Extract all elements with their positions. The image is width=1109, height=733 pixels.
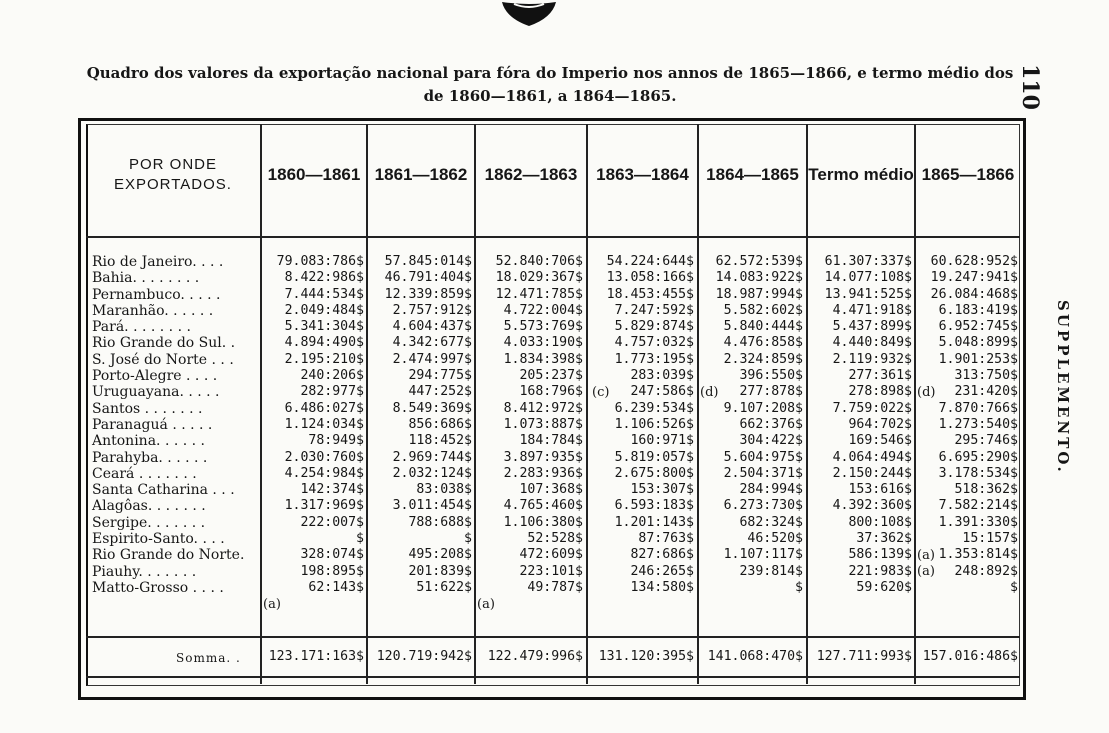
value-cell: 61.307:337$	[824, 254, 912, 269]
value-cell: 4.757:032$	[614, 335, 694, 351]
value-cell: 19.247:941$	[930, 270, 1018, 286]
note-marker: (d)	[700, 385, 719, 400]
place-name: Antonina. . . . . .	[92, 433, 205, 450]
value-cell: 7.582:214$	[938, 498, 1018, 514]
value-cell: 6.486:027$	[284, 400, 364, 416]
value-cell: 788:688$	[408, 514, 472, 530]
value-cell: 221:983$	[848, 563, 912, 579]
value-cell: 283:039$	[630, 368, 694, 384]
bottom-rule	[86, 676, 1020, 678]
place-name: Santos . . . . . . .	[92, 400, 203, 417]
value-cell: 5.573:769$	[503, 319, 583, 335]
value-cell: 52.840:706$	[495, 254, 583, 269]
value-cell: 153:616$	[848, 482, 912, 498]
place-name: Santa Catharina . . .	[92, 482, 235, 499]
value-cell: 2.030:760$	[284, 449, 364, 465]
value-cell: 295:746$	[954, 433, 1018, 449]
value-cell: 46:520$	[747, 531, 803, 547]
value-cell: 1.106:380$	[503, 514, 583, 530]
place-name: Espirito-Santo. . . .	[92, 531, 225, 548]
value-cell: 1.901:253$	[938, 351, 1018, 367]
title-line-1: Quadro dos valores da exportação nacional para fóra do Imperio nos annos de 1865—1866, e termo médio dos	[86, 64, 1014, 82]
value-cell: 78:949$	[308, 433, 364, 449]
value-cell: 62.572:539$	[715, 254, 803, 269]
values-col-3	[476, 254, 583, 596]
value-cell: 46.791:404$	[384, 270, 472, 286]
value-cell: 277:361$	[848, 368, 912, 384]
value-cell: 282:977$	[300, 384, 364, 400]
note-marker: (c)	[592, 385, 610, 400]
value-cell: 7.759:022$	[832, 400, 912, 416]
value-cell: 59:620$	[856, 579, 912, 595]
value-cell: 2.032:124$	[392, 465, 472, 481]
value-cell: 5.819:057$	[614, 449, 694, 465]
sum-rule	[86, 636, 1020, 638]
value-cell: 54.224:644$	[606, 254, 694, 269]
value-cell: 8.412:972$	[503, 400, 583, 416]
place-name: Uruguayana. . . . .	[92, 384, 220, 401]
value-cell: 134:580$	[630, 579, 694, 595]
value-cell: 4.476:858$	[723, 335, 803, 351]
value-cell: 12.471:785$	[495, 286, 583, 302]
header-place	[88, 150, 258, 200]
sum-label: Somma. .	[176, 651, 241, 665]
place-name: Pernambuco. . . . .	[92, 286, 221, 303]
values-col-7	[916, 254, 1018, 596]
value-cell: 7.247:592$	[614, 302, 694, 318]
value-cell: 495:208$	[408, 547, 472, 563]
place-name: Rio de Janeiro. . . .	[92, 254, 224, 270]
value-cell: 57.845:014$	[384, 254, 472, 269]
header-col-2: 1861—1862	[374, 165, 468, 184]
value-cell: 52:528$	[527, 531, 583, 547]
value-cell: 246:265$	[630, 563, 694, 579]
place-name: Bahia. . . . . . . .	[92, 270, 200, 287]
value-cell: 4.604:437$	[392, 319, 472, 335]
sum-col-4: 131.120:395$	[598, 649, 694, 664]
value-cell: 1.773:195$	[614, 351, 694, 367]
value-cell: 247:586$	[630, 384, 694, 400]
value-cell: 222:007$	[300, 514, 364, 530]
value-cell: 18.029:367$	[495, 270, 583, 286]
value-cell: 184:784$	[519, 433, 583, 449]
values-col-4	[588, 254, 694, 596]
value-cell: 79.083:786$	[276, 254, 364, 269]
value-cell: $	[356, 531, 364, 547]
value-cell: 4.440:849$	[832, 335, 912, 351]
value-cell: 201:839$	[408, 563, 472, 579]
note-marker: (a)	[477, 597, 495, 612]
value-cell: 37:362$	[856, 531, 912, 547]
value-cell: 5.341:304$	[284, 319, 364, 335]
value-cell: 198:895$	[300, 563, 364, 579]
value-cell: 8.422:986$	[284, 270, 364, 286]
value-cell: 2.675:800$	[614, 465, 694, 481]
value-cell: 26.084:468$	[930, 286, 1018, 302]
value-cell: 8.549:369$	[392, 400, 472, 416]
value-cell: 5.582:602$	[723, 302, 803, 318]
side-label: SUPPLEMENTO.	[1054, 300, 1072, 475]
value-cell: 4.722:004$	[503, 302, 583, 318]
sum-col-1: 123.171:163$	[268, 649, 364, 664]
value-cell: 5.048:899$	[938, 335, 1018, 351]
note-marker: (a)	[263, 597, 281, 612]
place-name: Alagôas. . . . . . .	[92, 498, 206, 515]
value-cell: 205:237$	[519, 368, 583, 384]
value-cell: 4.894:490$	[284, 335, 364, 351]
value-cell: 856:686$	[408, 416, 472, 432]
value-cell: 4.342:677$	[392, 335, 472, 351]
place-name: Rio Grande do Sul. .	[92, 335, 236, 352]
place-name: Rio Grande do Norte.	[92, 547, 245, 564]
value-cell: 83:038$	[416, 482, 472, 498]
value-cell: 2.757:912$	[392, 302, 472, 318]
place-name: Ceará . . . . . . .	[92, 465, 197, 482]
value-cell: 142:374$	[300, 482, 364, 498]
value-cell: 9.107:208$	[723, 400, 803, 416]
value-cell: 2.049:484$	[284, 302, 364, 318]
value-cell: 6.695:290$	[938, 449, 1018, 465]
note-marker: (a)	[917, 564, 935, 579]
page-number: 110	[1017, 64, 1043, 110]
value-cell: 6.593:183$	[614, 498, 694, 514]
value-cell: 4.064:494$	[832, 449, 912, 465]
value-cell: 6.273:730$	[723, 498, 803, 514]
value-cell: 1.834:398$	[503, 351, 583, 367]
value-cell: 13.058:166$	[606, 270, 694, 286]
sum-col-2: 120.719:942$	[376, 649, 472, 664]
value-cell: 15:157$	[962, 531, 1018, 547]
value-cell: 240:206$	[300, 368, 364, 384]
value-cell: 7.444:534$	[284, 286, 364, 302]
values-col-2	[368, 254, 472, 596]
header-rule	[86, 236, 1020, 238]
value-cell: 277:878$	[739, 384, 803, 400]
value-cell: 4.765:460$	[503, 498, 583, 514]
value-cell: 6.952:745$	[938, 319, 1018, 335]
value-cell: 62:143$	[308, 579, 364, 595]
table-title	[80, 62, 1020, 108]
value-cell: 682:324$	[739, 514, 803, 530]
value-cell: 518:362$	[954, 482, 1018, 498]
header-col-5: 1864—1865	[706, 165, 799, 184]
place-name: Matto-Grosso . . . .	[92, 579, 224, 596]
value-cell: 2.474:997$	[392, 351, 472, 367]
value-cell: 1.107:117$	[723, 547, 803, 563]
value-cell: 18.987:994$	[715, 286, 803, 302]
value-cell: 278:898$	[848, 384, 912, 400]
value-cell: 4.033:190$	[503, 335, 583, 351]
value-cell: 6.239:534$	[614, 400, 694, 416]
ornament-icon	[500, 0, 558, 28]
value-cell: 4.471:918$	[832, 302, 912, 318]
value-cell: 328:074$	[300, 547, 364, 563]
header-place-line1: POR ONDE	[128, 156, 217, 173]
value-cell: 18.453:455$	[606, 286, 694, 302]
value-cell: $	[1010, 579, 1018, 595]
value-cell: 3.178:534$	[938, 465, 1018, 481]
value-cell: 223:101$	[519, 563, 583, 579]
value-cell: 169:546$	[848, 433, 912, 449]
value-cell: 2.195:210$	[284, 351, 364, 367]
value-cell: 2.324:859$	[723, 351, 803, 367]
value-cell: 6.183:419$	[938, 302, 1018, 318]
sum-col-3: 122.479:996$	[487, 649, 583, 664]
value-cell: 800:108$	[848, 514, 912, 530]
value-cell: 160:971$	[630, 433, 694, 449]
value-cell: 14.083:922$	[715, 270, 803, 286]
value-cell: 4.392:360$	[832, 498, 912, 514]
note-marker: (d)	[917, 385, 936, 400]
value-cell: 60.628:952$	[930, 254, 1018, 269]
value-cell: 14.077:108$	[824, 270, 912, 286]
value-cell: 231:420$	[954, 384, 1018, 400]
value-cell: $	[464, 531, 472, 547]
value-cell: 87:763$	[638, 531, 694, 547]
value-cell: 13.941:525$	[824, 286, 912, 302]
value-cell: 396:550$	[739, 368, 803, 384]
value-cell: 304:422$	[739, 433, 803, 449]
value-cell: 1.317:969$	[284, 498, 364, 514]
header-col-1: 1860—1861	[267, 165, 361, 184]
value-cell: 5.604:975$	[723, 449, 803, 465]
value-cell: 5.829:874$	[614, 319, 694, 335]
place-name: Piauhy. . . . . . .	[92, 563, 197, 580]
value-cell: 1.391:330$	[938, 514, 1018, 530]
value-cell: 1.073:887$	[503, 416, 583, 432]
value-cell: 447:252$	[408, 384, 472, 400]
value-cell: 1.201:143$	[614, 514, 694, 530]
header-col-7: 1865—1866	[921, 165, 1015, 184]
sum-col-6: 127.711:993$	[816, 649, 912, 664]
header-col-4: 1863—1864	[596, 165, 689, 184]
value-cell: 153:307$	[630, 482, 694, 498]
value-cell: 827:686$	[630, 547, 694, 563]
value-cell: 5.840:444$	[723, 319, 803, 335]
value-cell: 2.283:936$	[503, 465, 583, 481]
value-cell: 107:368$	[519, 482, 583, 498]
header-place-line2: EXPORTADOS.	[114, 176, 232, 193]
values-col-5	[699, 254, 803, 596]
place-name: Maranhão. . . . . .	[92, 302, 214, 319]
value-cell: 294:775$	[408, 368, 472, 384]
place-name: Paranaguá . . . . .	[92, 416, 213, 433]
sum-col-7: 157.016:486$	[922, 649, 1018, 664]
value-cell: 7.870:766$	[938, 400, 1018, 416]
value-cell: $	[795, 579, 803, 595]
value-cell: 2.504:371$	[723, 465, 803, 481]
value-cell: 1.106:526$	[614, 416, 694, 432]
value-cell: 118:452$	[408, 433, 472, 449]
value-cell: 313:750$	[954, 368, 1018, 384]
value-cell: 168:796$	[519, 384, 583, 400]
values-col-1	[262, 254, 364, 596]
header-col-3: 1862—1863	[484, 165, 578, 184]
value-cell: 1.124:034$	[284, 416, 364, 432]
place-name: Pará. . . . . . . .	[92, 319, 191, 336]
value-cell: 248:892$	[954, 563, 1018, 579]
value-cell: 1.273:540$	[938, 416, 1018, 432]
value-cell: 586:139$	[848, 547, 912, 563]
note-marker: (a)	[917, 548, 935, 563]
value-cell: 49:787$	[527, 579, 583, 595]
values-col-6	[808, 254, 912, 596]
value-cell: 3.897:935$	[503, 449, 583, 465]
value-cell: 12.339:859$	[384, 286, 472, 302]
place-name: Porto-Alegre . . . .	[92, 368, 218, 385]
sum-col-5: 141.068:470$	[707, 649, 803, 664]
value-cell: 239:814$	[739, 563, 803, 579]
value-cell: 472:609$	[519, 547, 583, 563]
places-column	[92, 254, 260, 596]
value-cell: 284:994$	[739, 482, 803, 498]
value-cell: 2.969:744$	[392, 449, 472, 465]
title-line-2: de 1860—1861, a 1864—1865.	[423, 87, 677, 105]
place-name: Sergipe. . . . . . .	[92, 514, 206, 531]
value-cell: 5.437:899$	[832, 319, 912, 335]
value-cell: 4.254:984$	[284, 465, 364, 481]
value-cell: 3.011:454$	[392, 498, 472, 514]
value-cell: 2.150:244$	[832, 465, 912, 481]
value-cell: 2.119:932$	[832, 351, 912, 367]
header-col-6: Termo médio	[808, 165, 914, 184]
place-name: Parahyba. . . . . .	[92, 449, 208, 466]
value-cell: 51:622$	[416, 579, 472, 595]
value-cell: 1.353:814$	[938, 547, 1018, 563]
value-cell: 662:376$	[739, 416, 803, 432]
place-name: S. José do Norte . . .	[92, 351, 234, 368]
value-cell: 964:702$	[848, 416, 912, 432]
